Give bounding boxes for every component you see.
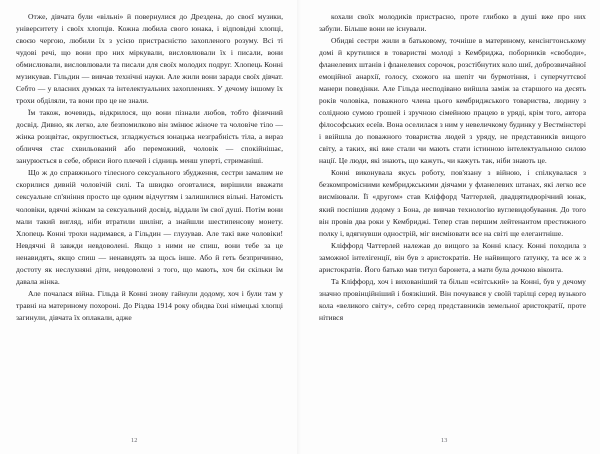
- left-page-textblock: [16, 11, 283, 324]
- paragraph: Конні виконувала якусь роботу, пов'язану з війною, і спілкувалася з безкомпромісними кембриджськими діячами у фланелевих штанах, які легко все висміювали. Її «другом» став Кліффорд Чаттерлей, двадцятидворічний юнак, який поспішив додому з Бона, де вивчав технологію вуглевидобування. До того він провів два роки у Кембриджі. Тепер став першим лейтенантом престижного полку і, вдягнувши однострій, міг висміювати все на світі ще елегантніше.: [319, 168, 586, 238]
- paragraph: Та Кліффорд, хоч і вихованіший та більш «світський» за Конні, був у дечому значно провінційніший і боязкіший. Він почувався у своїй тарілці серед вузького кола «великого світу», себто серед представників земельної аристократії, проте нітився: [319, 276, 586, 322]
- paragraph: Але почалася війна. Гільда й Конні знову гайнули додому, хоч і були там у травні на материному похороні. До Різдва 1914 року обидва їхні німецькі хлопці загинули, дівчата їх оплакали, адже: [16, 288, 283, 322]
- paragraph: Обидві сестри жили в батьковому, точніше в материному, кенсінгтонському домі й крутилися в товаристві молоді з Кембриджа, поборників «свободи», фланелевих штанів і фланелевих сорочок, розстібнутих коло шиї, доброзвичайної емоційної анархії, голосу, схожого на шепіт чи бурмотіння, і суперчуттєвої манери поведінки. Але Гільда несподівано вийшла заміж за старшого на десять років чоловіка, поважного члена цього кембриджського товариства, людину з солідною сумою грошей і зручною сімейною працею в уряді, крім того, автора філософських есеїв. Вона оселилася з ним у невеличкому будинку у Вестмінстері і ввійшла до поважного товариства людей з уряду, не представників вищого світу, а таких, які вже стали чи мають стати істинною інтелектуальною силою нації. Це люди, які знають, що кажуть, чи кажуть так, ніби знають це.: [319, 36, 586, 166]
- paragraph: кохали своїх молодиків пристрасно, проте глибоко в душі вже про них забули. Більше вони не існували.: [319, 12, 586, 34]
- paragraph: Кліффорд Чаттерлей належав до вищого за Конні класу. Конні походила з заможної інтелігенції, він був з аристократів. Не найвищого ґатунку, та все ж з аристократів. Його батько мав титул баронета, а мати була дочкою віконта.: [319, 240, 586, 274]
- page-number-right: 13: [441, 437, 448, 444]
- paragraph: Отже, дівчата були «вільні» й повернулися до Дрездена, до своєї музики, університету і своїх хлопців. Кожна любила свого юнака, і відповідні хлопці, своєю чергою, любили їх з усією пристрасністю захопленого розуму. Всі ті чудові речі, що вони про них міркували, висловлювали їх і писали, вони обмислювали, висловлювали та писали для своїх молодих подруг. Хлопець Конні музикував. Гільдин — вивчав технічні науки. Але жили вони заради своїх дівчат. Себто — у власних думках та інтелектуальних захопленнях. У дечому іншому їх трохи обділяли, та вони про це не знали.: [16, 12, 283, 106]
- right-page-textblock: [319, 11, 586, 324]
- page-right: [300, 0, 600, 454]
- paragraph: Їм також, вочевидь, відкрилося, що вони пізнали любов, тобто фізичний досвід. Дивно, як легко, але безпомилково він змінює жіноче та чоловіче тіло — жінка розцвітає, округлюється, згладжується юнацька незграбність тіла, а вираз обличчя стає схвильований або переможний, чоловік — спокійнішає, занурюється в себе, обриси його плечей і сідниць менш уперті, стриманіші.: [16, 108, 283, 166]
- page-number-left: 12: [131, 437, 138, 444]
- paragraph: Що ж до справжнього тілесного сексуального збудження, сестри замалим не скорилися дивній чоловічій силі. Та швидко оговталися, вирішили вважати сексуальне сп'яніння просто ще одним відчуттям і залишилися вільні. Натомість чоловіки, вдячні жінкам за сексуальний досвід, віддали їм свої душі. Потім вони мали такий вигляд, ніби втратили шилінг, а знайшли шестипенсову монету. Хлопець Конні трохи надимався, а Гільдин — глузував. Але такі вже чоловіки! Невдячні й завжди невдоволені. Якщо з ними не спиш, вони тебе за це ненавидять, якщо спиш — ненавидять за щось інше. Або й геть безпричинно, достоту як неслухняні діти, невдоволені з того, що мають, хоч би скільки їм давала жінка.: [16, 168, 283, 286]
